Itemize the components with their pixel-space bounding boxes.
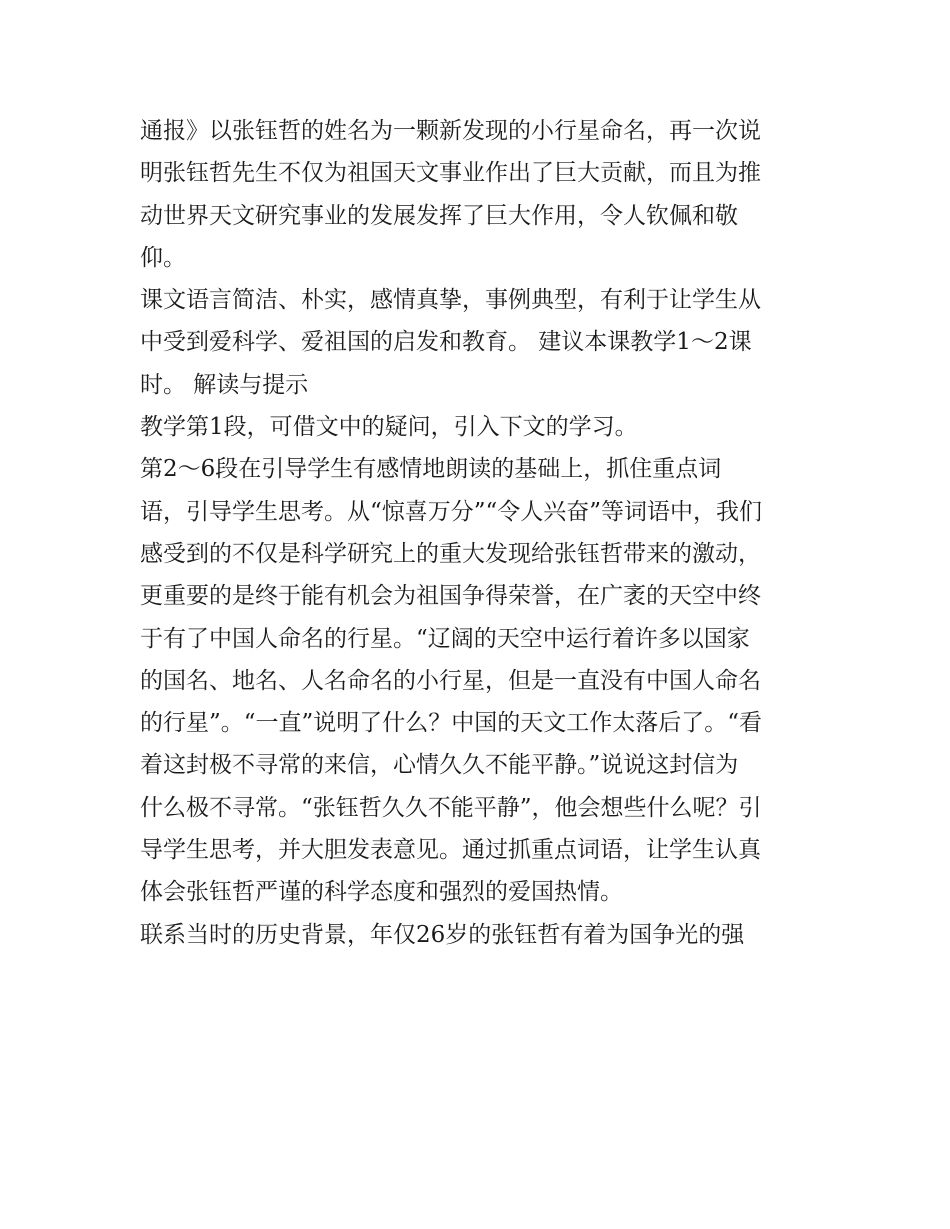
text-line: 更重要的是终于能有机会为祖国争得荣誉，在广袤的天空中终 bbox=[140, 583, 761, 610]
text-line: 于有了中国人命名的行星。“辽阔的天空中运行着许多以国家 bbox=[140, 625, 750, 652]
text-line: 教学第1段，可借文中的疑问，引入下文的学习。 bbox=[140, 414, 638, 441]
text-line: 课文语言简洁、朴实，感情真挚，事例典型，有利于让学生从 bbox=[140, 287, 761, 314]
text-line: 着这封极不寻常的来信，心情久久不能平静。”说说这封信为 bbox=[140, 752, 739, 779]
body-text bbox=[140, 110, 820, 956]
text-line: 什么极不寻常。“张钰哲久久不能平静”，他会想些什么呢？引 bbox=[140, 794, 762, 821]
text-line: 动世界天文研究事业的发展发挥了巨大作用，令人钦佩和敬 bbox=[140, 202, 738, 229]
text-line: 明张钰哲先生不仅为祖国天文事业作出了巨大贡献，而且为推 bbox=[140, 160, 761, 187]
text-line: 联系当时的历史背景，年仅26岁的张钰哲有着为国争光的强 bbox=[140, 921, 745, 948]
text-line: 体会张钰哲严谨的科学态度和强烈的爱国热情。 bbox=[140, 879, 623, 906]
text-line: 的行星”。“一直”说明了什么？中国的天文工作太落后了。“看 bbox=[140, 710, 763, 737]
text-line: 仰。 bbox=[140, 244, 186, 271]
text-line: 第2～6段在引导学生有感情地朗读的基础上，抓住重点词 bbox=[140, 456, 722, 483]
text-line: 通报》以张钰哲的姓名为一颗新发现的小行星命名，再一次说 bbox=[140, 118, 761, 144]
text-line: 的国名、地名、人名命名的小行星，但是一直没有中国人命名 bbox=[140, 667, 761, 694]
text-line: 中受到爱科学、爱祖国的启发和教育。 建议本课教学1～2课 bbox=[140, 329, 752, 356]
text-line: 导学生思考，并大胆发表意见。通过抓重点词语，让学生认真 bbox=[140, 837, 761, 864]
text-line: 感受到的不仅是科学研究上的重大发现给张钰哲带来的激动， bbox=[140, 540, 761, 567]
text-line: 语，引导学生思考。从“惊喜万分”“令人兴奋”等词语中，我们 bbox=[140, 498, 763, 525]
text-line: 时。 解读与提示 bbox=[140, 371, 309, 398]
